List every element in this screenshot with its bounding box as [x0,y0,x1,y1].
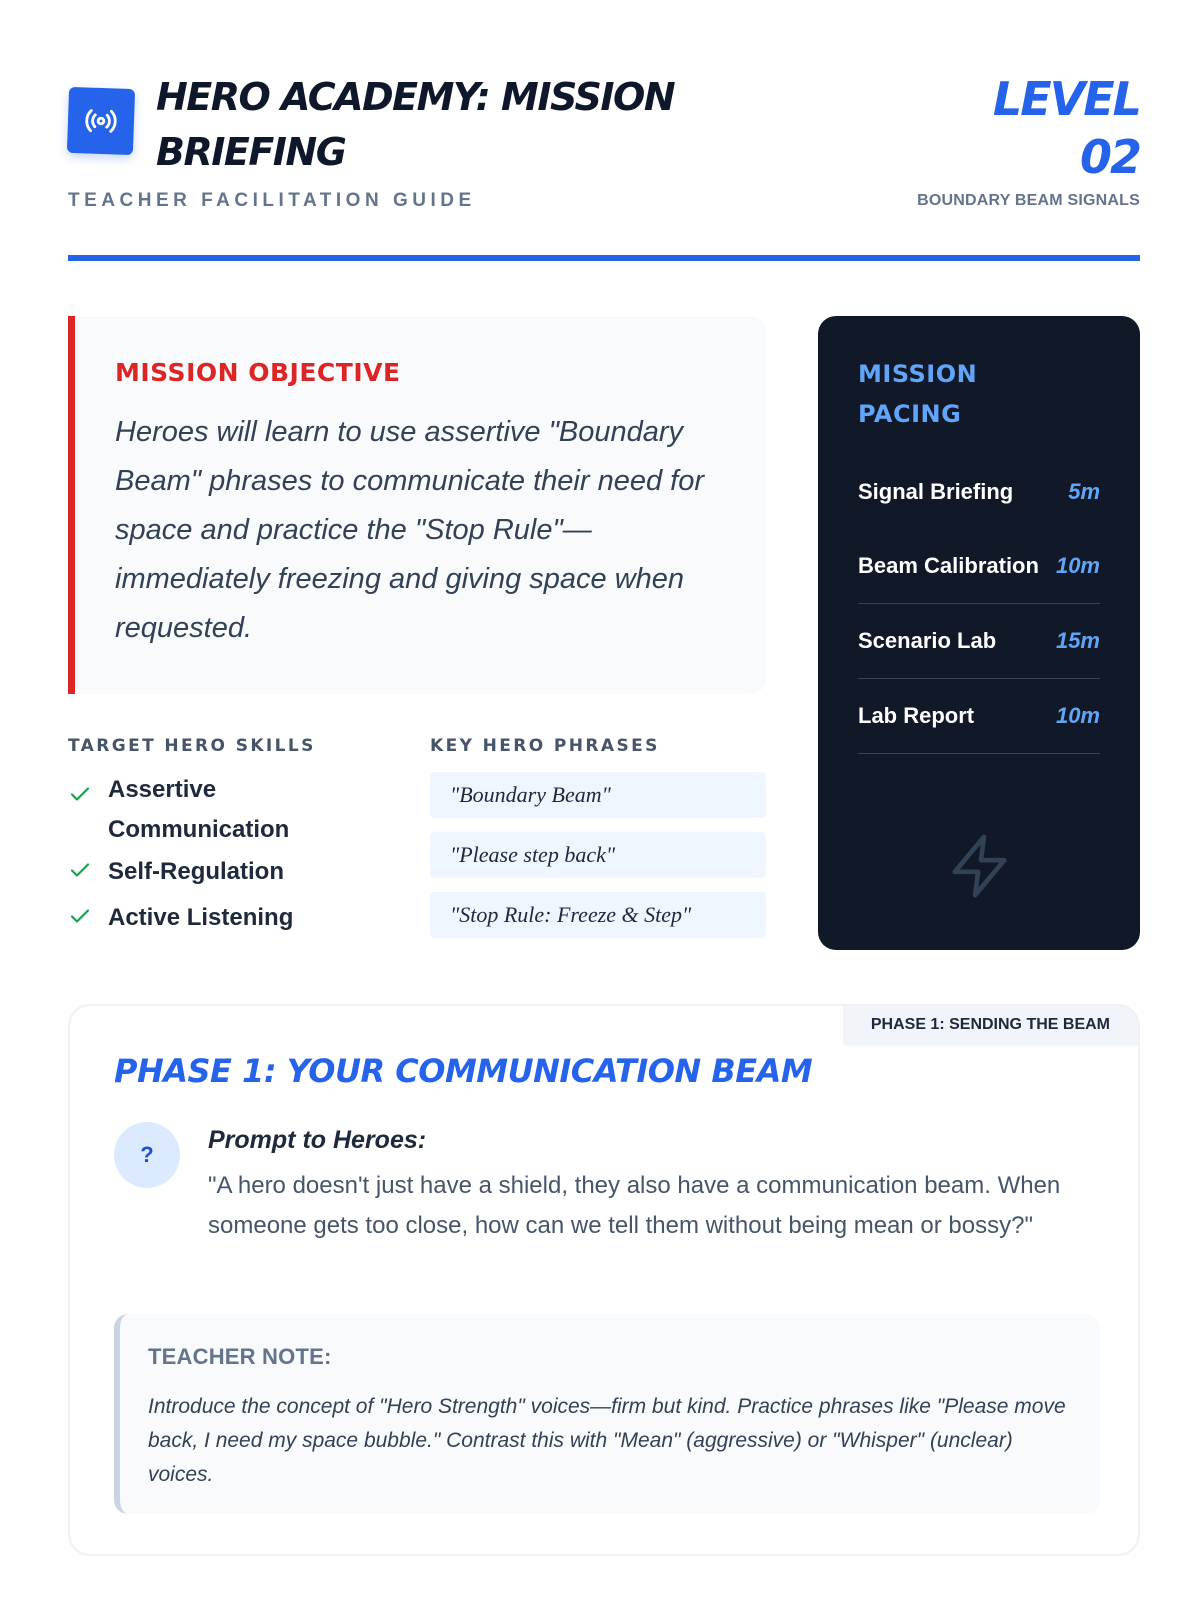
pacing-list [858,454,1100,754]
pacing-item-name: Scenario Lab [858,628,997,653]
pacing-item [858,604,1100,679]
pacing-item-time: 15m [1055,628,1100,653]
pacing-item-name: Signal Briefing [858,478,1014,504]
page-subtitle: TEACHER FACILITATION GUIDE [68,190,476,211]
checkmark-icon [68,898,108,933]
broadcast-signal-icon [67,87,135,155]
skill-item [68,770,388,850]
teacher-note [114,1314,1100,1514]
skills-heading: TARGET HERO SKILLS [68,736,316,756]
objective-heading: MISSION OBJECTIVE [115,358,401,387]
prompt-label: Prompt to Heroes: [208,1126,427,1154]
checkmark-icon [68,852,108,887]
pacing-item [858,529,1100,604]
skill-label: Assertive Communication [108,776,290,843]
prompt-text: "A hero doesn't just have a shield, they also have a communication beam. When someone gets too close, how can we tell them without being mean or bossy?" [208,1172,1061,1239]
pacing-item [858,454,1100,529]
question-icon: ? [114,1122,180,1188]
level-indicator [993,70,1140,186]
skill-item [68,852,388,892]
level-subtitle: BOUNDARY BEAM SIGNALS [917,192,1140,209]
level-number: 02 [1079,130,1140,184]
lightning-bolt-icon [946,826,1016,906]
pacing-item-time: 10m [1055,703,1100,728]
phrase-chip: "Stop Rule: Freeze & Step" [430,892,766,938]
pacing-item-name: Beam Calibration [858,553,1039,578]
page-title: HERO ACADEMY: MISSION BRIEFING [156,75,675,174]
level-label: LEVEL [992,72,1140,126]
phrases-heading: KEY HERO PHRASES [430,736,660,756]
teacher-note-label: TEACHER NOTE: [148,1344,332,1369]
phase-card [68,1004,1140,1556]
phrase-chip: "Boundary Beam" [430,772,766,818]
pacing-item [858,679,1100,754]
objective-text: Heroes will learn to use assertive "Boundary Beam" phrases to communicate their need for space and practice the "Stop Rule"—immediately freezing and giving space when requested. [115,416,704,644]
target-skills [68,736,388,938]
pacing-item-name: Lab Report [858,703,975,728]
pacing-heading: MISSION PACING [858,360,978,428]
pacing-item-time: 10m [1055,553,1100,578]
key-phrases [430,736,766,938]
mission-pacing-panel [818,316,1140,950]
skill-item [68,898,388,938]
pacing-item-time: 5m [1068,478,1100,504]
phase-tag: PHASE 1: SENDING THE BEAM [843,1006,1138,1046]
phase-title: PHASE 1: YOUR COMMUNICATION BEAM [114,1052,813,1090]
phrase-chip: "Please step back" [430,832,766,878]
mission-objective-card [68,316,766,694]
skill-label: Self-Regulation [108,858,285,885]
teacher-note-text: Introduce the concept of "Hero Strength" voices—firm but kind. Practice phrases like "Please move back, I need my space bubble." Contrast this with "Mean" (aggressive) or "Whisper" (unclear) voices. [148,1395,1066,1486]
skill-label: Active Listening [108,904,294,931]
page-header [68,64,1140,264]
header-divider [68,255,1140,261]
checkmark-icon [68,770,108,811]
